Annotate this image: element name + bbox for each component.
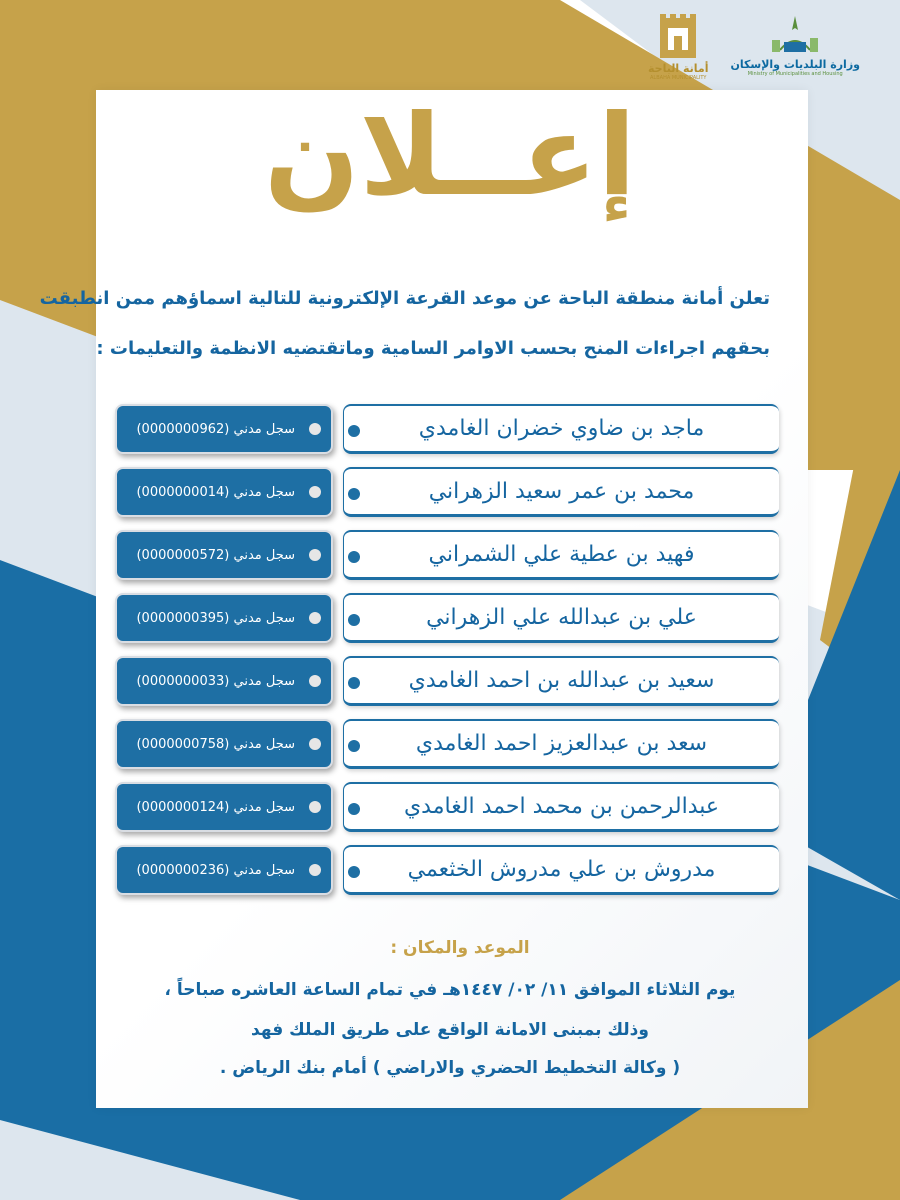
name-pill [343, 719, 779, 769]
record-badge [115, 782, 333, 832]
person-name: ماجد بن ضاوي خضران الغامدي [418, 416, 705, 441]
name-pill [343, 845, 779, 895]
bullet-icon [309, 549, 321, 561]
record-label: سجل مدني [233, 862, 295, 878]
name-pill [343, 782, 779, 832]
record-label: سجل مدني [233, 610, 295, 626]
bullet-icon [309, 801, 321, 813]
person-name: سعيد بن عبدالله بن احمد الغامدي [408, 668, 715, 693]
list-item [115, 782, 781, 834]
record-number: (0000000033) [136, 673, 230, 689]
list-item [115, 530, 781, 582]
ministry-name-en: Ministry of Municipalities and Housing [747, 71, 843, 77]
list-item [115, 656, 781, 708]
details-heading: الموعد والمكان : [390, 938, 530, 958]
name-pill [343, 593, 779, 643]
record-number: (0000000395) [136, 610, 230, 626]
record-label: سجل مدني [233, 799, 295, 815]
bullet-icon [348, 740, 360, 752]
bullet-icon [348, 551, 360, 563]
albaha-logo [648, 12, 708, 81]
name-pill [343, 404, 779, 454]
list-item [115, 845, 781, 897]
record-badge [115, 530, 333, 580]
bullet-icon [309, 738, 321, 750]
albaha-name-ar: أمانة الباحة [648, 62, 709, 75]
bullet-icon [348, 803, 360, 815]
record-label: سجل مدني [233, 547, 295, 563]
bullet-icon [348, 488, 360, 500]
person-name: سعد بن عبدالعزيز احمد الغامدي [415, 731, 708, 756]
record-number: (0000000236) [136, 862, 230, 878]
list-item [115, 719, 781, 771]
bullet-icon [348, 866, 360, 878]
bullet-icon [309, 864, 321, 876]
person-name: محمد بن عمر سعيد الزهراني [428, 479, 695, 504]
intro-line-1: تعلن أمانة منطقة الباحة عن موعد القرعة الإلكترونية للتالية اسماؤهم ممن انطبقت [39, 288, 770, 309]
person-name: فهيد بن عطية علي الشمراني [428, 542, 695, 567]
person-name: عبدالرحمن بن محمد احمد الغامدي [403, 794, 720, 819]
intro-line-2: بحقهم اجراءات المنح بحسب الاوامر السامية وماتقتضيه الانظمة والتعليمات : [96, 338, 770, 359]
record-badge [115, 404, 333, 454]
bullet-icon [348, 677, 360, 689]
record-number: (0000000962) [136, 421, 230, 437]
record-number: (0000000014) [136, 484, 230, 500]
record-label: سجل مدني [233, 421, 295, 437]
bullet-icon [309, 423, 321, 435]
ministry-emblem-icon [760, 12, 830, 56]
record-number: (0000000758) [136, 736, 230, 752]
details-line-3: ( وكالة التخطيط الحضري والاراضي ) أمام بنك الرياض . [219, 1058, 681, 1078]
details-line-2: وذلك بمبنى الامانة الواقع على طريق الملك فهد [251, 1020, 649, 1040]
bullet-icon [309, 486, 321, 498]
record-label: سجل مدني [233, 736, 295, 752]
name-pill [343, 530, 779, 580]
name-pill [343, 467, 779, 517]
record-number: (0000000572) [136, 547, 230, 563]
list-item [115, 467, 781, 519]
albaha-emblem-icon [650, 12, 706, 60]
bullet-icon [348, 614, 360, 626]
bullet-icon [309, 675, 321, 687]
logos-bar [648, 12, 860, 81]
record-label: سجل مدني [233, 673, 295, 689]
record-badge [115, 719, 333, 769]
list-item [115, 404, 781, 456]
record-badge [115, 467, 333, 517]
record-label: سجل مدني [233, 484, 295, 500]
list-item [115, 593, 781, 645]
person-name: علي بن عبدالله علي الزهراني [426, 605, 697, 630]
person-name: مدروش بن علي مدروش الخثعمي [407, 857, 716, 882]
record-number: (0000000124) [136, 799, 230, 815]
ministry-name-ar: وزارة البلديات والإسكان [730, 58, 860, 71]
ministry-logo [730, 12, 860, 77]
record-badge [115, 656, 333, 706]
bullet-icon [309, 612, 321, 624]
record-badge [115, 845, 333, 895]
bullet-icon [348, 425, 360, 437]
name-pill [343, 656, 779, 706]
record-badge [115, 593, 333, 643]
details-line-1: يوم الثلاثاء الموافق ١١/ ٠٢/ ١٤٤٧هـ في تمام الساعة العاشره صباحاً ، [164, 980, 736, 1000]
announcement-title: إعــلان [263, 91, 637, 221]
albaha-name-en: ALBAHA MUNICIPALITY [650, 75, 707, 81]
